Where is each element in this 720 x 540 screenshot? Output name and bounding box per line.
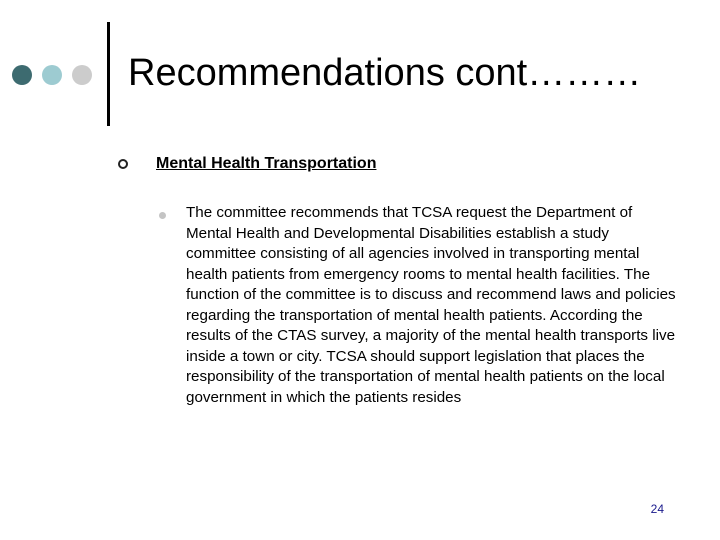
hollow-bullet-icon (118, 159, 128, 169)
body-paragraph: The committee recommends that TCSA request the Department of Mental Health and Developmental Disabilities establish a study committee consisting of all agencies involved in transporting mental health patients from emergency rooms to mental health facilities. The function of the committee is to discuss and recommend laws and policies regarding the transportation of mental health patients. According the results of the CTAS survey, a majority of the mental health transports live inside a town or city. TCSA should support legislation that places the responsibility of the transportation of mental health patients on the local government in which the patients resides (186, 204, 676, 406)
decorative-dot-light-blue (42, 65, 62, 85)
slide-title: Recommendations cont……… (128, 52, 642, 94)
section-heading: Mental Health Transportation (156, 155, 377, 172)
bullet-dot-icon (159, 212, 166, 219)
decorative-dot-gray (72, 65, 92, 85)
title-divider (107, 22, 110, 126)
decorative-dot-dark (12, 65, 32, 85)
page-number: 24 (650, 502, 664, 516)
